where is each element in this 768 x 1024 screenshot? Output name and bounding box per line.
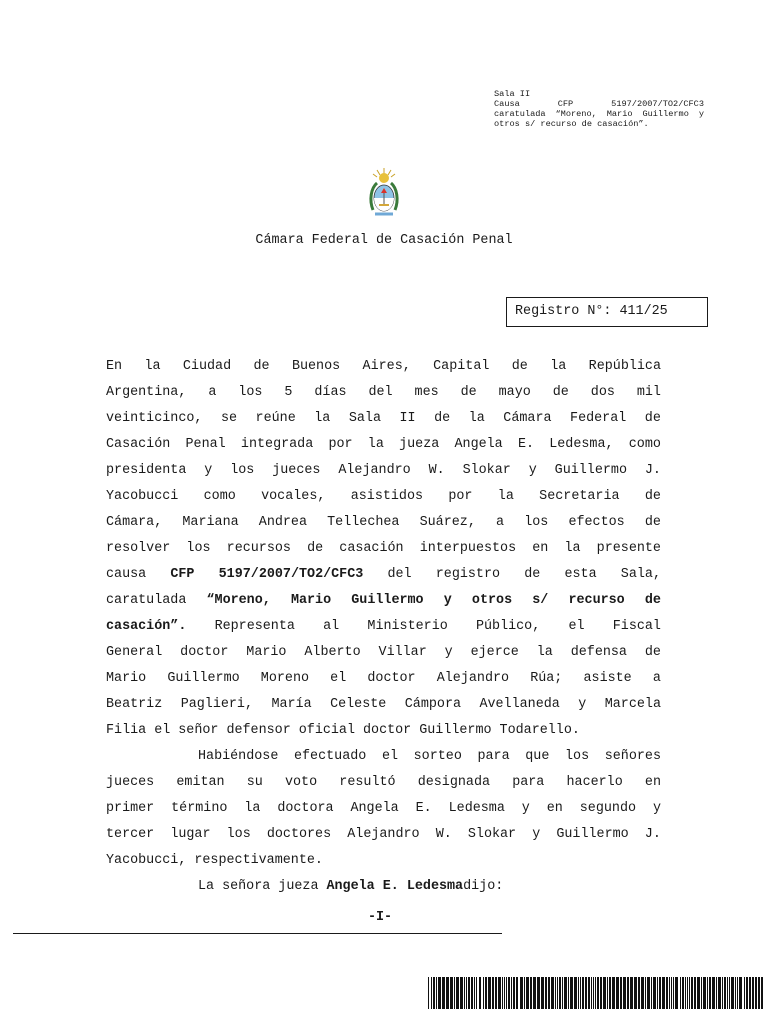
argentine-coat-of-arms-icon (365, 166, 403, 226)
text-line: presidenta y los jueces Alejandro W. Slokar y Guillermo J. (106, 463, 661, 478)
case-ref-line: Causa CFP 5197/2007/TO2/CFC3 (494, 99, 704, 109)
case-ref-line: caratulada “Moreno, Mario Guillermo y (494, 109, 704, 119)
text-line: Mario Guillermo Moreno el doctor Alejandro Rúa; asiste a (106, 671, 661, 686)
text-line: resolver los recursos de casación interpuestos en la presente (106, 541, 661, 556)
case-reference (494, 89, 704, 129)
text-line: Yacobucci como vocales, asistidos por la Secretaria de (106, 489, 661, 504)
text-line: veinticinco, se reúne la Sala II de la Cámara Federal de (106, 411, 661, 426)
text-line: casación”. Representa al Ministerio Público, el Fiscal (106, 619, 661, 634)
text-line: primer término la doctora Angela E. Ledesma y en segundo y (106, 801, 661, 816)
section-marker: -I- (367, 910, 393, 925)
barcode-icon (428, 977, 764, 1009)
text-line: Casación Penal integrada por la jueza Angela E. Ledesma, como (106, 437, 661, 452)
text-line: Yacobucci, respectivamente. (106, 853, 323, 868)
text-line: Beatriz Paglieri, María Celeste Cámpora Avellaneda y Marcela (106, 697, 661, 712)
text-line: La señora jueza Angela E. Ledesma dijo: (198, 879, 504, 894)
court-title: Cámara Federal de Casación Penal (255, 233, 513, 248)
text-line: causa CFP 5197/2007/TO2/CFC3 del registro de esta Sala, (106, 567, 661, 582)
text-line: tercer lugar los doctores Alejandro W. Slokar y Guillermo J. (106, 827, 661, 842)
text-line: En la Ciudad de Buenos Aires, Capital de la República (106, 359, 661, 374)
case-ref-line: otros s/ recurso de casación”. (494, 119, 649, 129)
text-line: caratulada “Moreno, Mario Guillermo y otros s/ recurso de (106, 593, 661, 608)
document-body (106, 354, 661, 900)
text-line: Argentina, a los 5 días del mes de mayo de dos mil (106, 385, 661, 400)
footer-divider (13, 933, 502, 934)
text-line: Cámara, Mariana Andrea Tellechea Suárez, a los efectos de (106, 515, 661, 530)
text-line: jueces emitan su voto resultó designada para hacerlo en (106, 775, 661, 790)
text-line: Habiéndose efectuado el sorteo para que los señores (198, 749, 661, 764)
case-ref-line: Sala II (494, 89, 531, 99)
text-line: Filia el señor defensor oficial doctor Guillermo Todarello. (106, 723, 580, 738)
registro-number-box: Registro N°: 411/25 (506, 297, 708, 327)
text-line: General doctor Mario Alberto Villar y ejerce la defensa de (106, 645, 661, 660)
